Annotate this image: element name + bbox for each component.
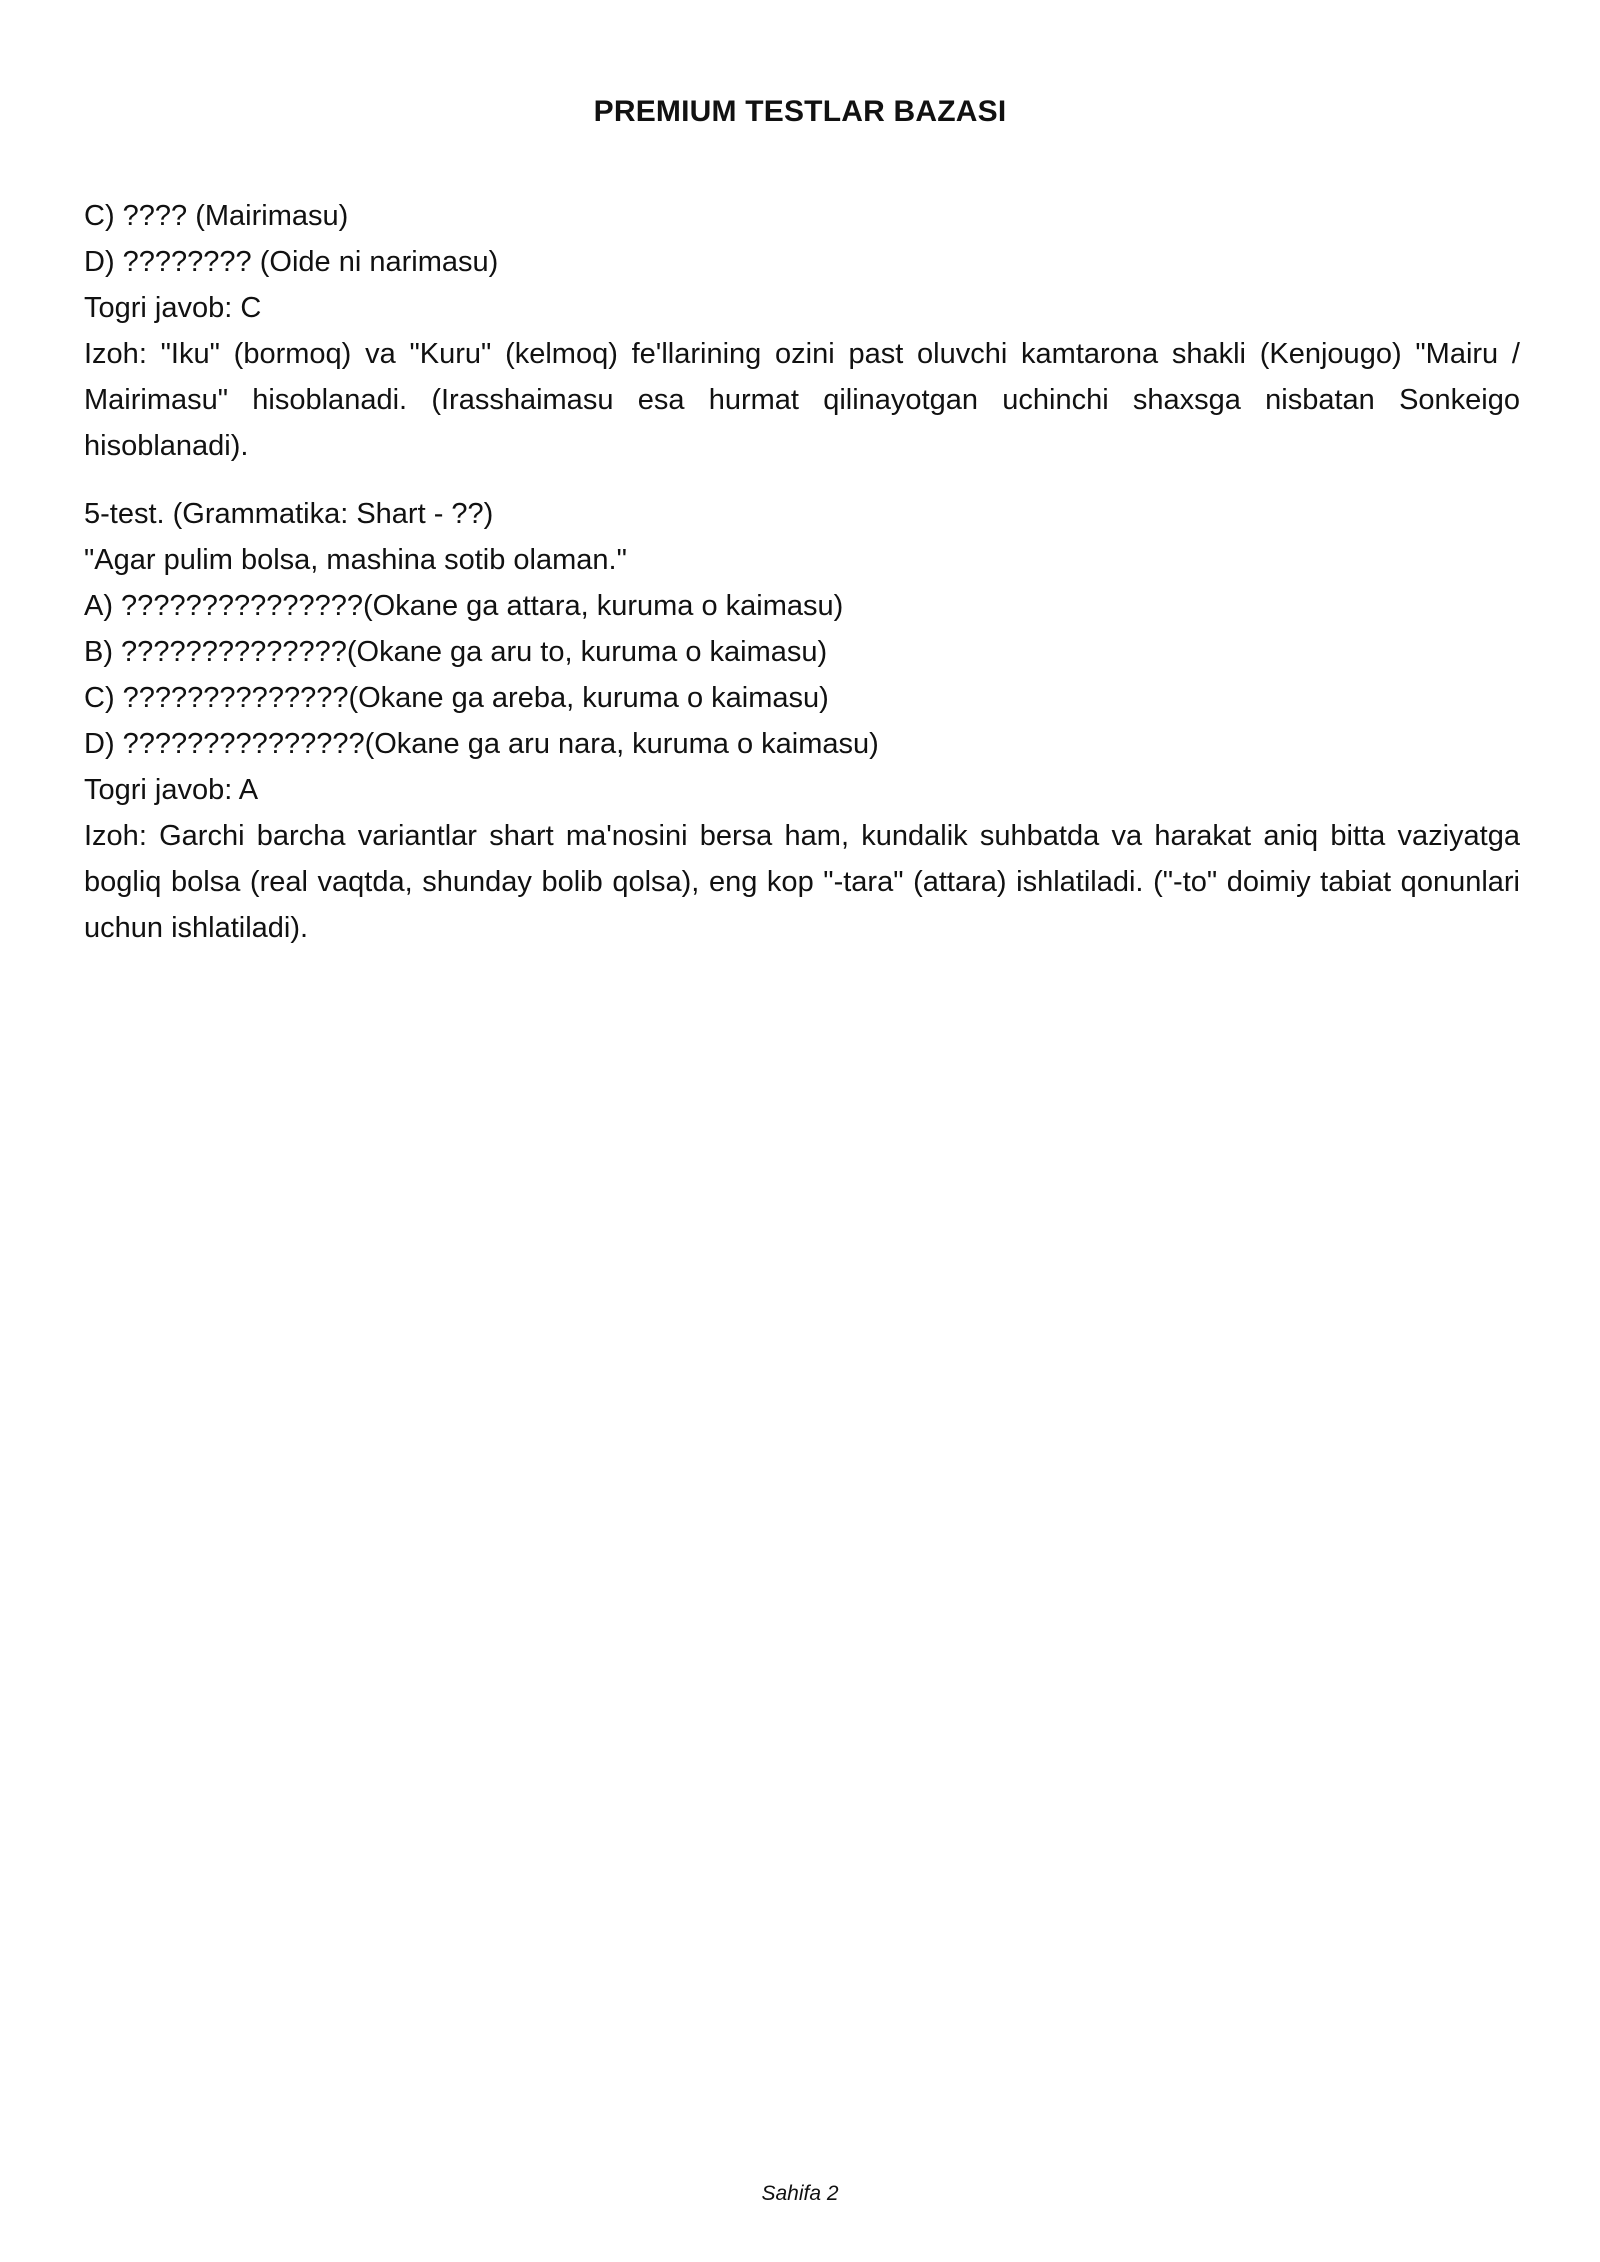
q5-heading: 5-test. (Grammatika: Shart - ??) [84, 498, 494, 530]
q5-option-a: A) ???????????????(Okane ga attara, kuruma o kaimasu) [84, 590, 844, 622]
section-spacer [84, 469, 1520, 491]
q4-option-d: D) ???????? (Oide ni narimasu) [84, 246, 499, 278]
page-title: PREMIUM TESTLAR BAZASI [593, 95, 1007, 128]
q5-explanation: Izoh: Garchi barcha variantlar shart ma'nosini bersa ham, kundalik suhbatda va harakat aniq bitta vaziyatga bogliq bolsa (real vaqtda, shunday bolib qolsa), eng kop "-tara" (attara) ishlatiladi. ("-to" doimiy tabiat qonunlari uchun ishlatiladi). [84, 820, 1520, 944]
q5-option-c: C) ??????????????(Okane ga areba, kuruma o kaimasu) [84, 682, 829, 714]
q5-prompt: "Agar pulim bolsa, mashina sotib olaman." [84, 544, 627, 576]
q4-correct-answer: Togri javob: C [84, 292, 262, 324]
q4-explanation: Izoh: "Iku" (bormoq) va "Kuru" (kelmoq) fe'llarining ozini past oluvchi kamtarona shakli (Kenjougo) "Mairu / Mairimasu" hisoblanadi. (Irasshaimasu esa hurmat qilinayotgan uchinchi shaxsga nisbatan Sonkeigo hisoblanadi). [84, 338, 1520, 462]
q5-correct-answer: Togri javob: A [84, 774, 259, 806]
page-number: Sahifa 2 [761, 2182, 839, 2205]
q5-option-b: B) ??????????????(Okane ga aru to, kuruma o kaimasu) [84, 636, 828, 668]
document-body [84, 193, 1520, 951]
q5-option-d: D) ???????????????(Okane ga aru nara, kuruma o kaimasu) [84, 728, 879, 760]
q4-option-c: C) ???? (Mairimasu) [84, 200, 349, 232]
